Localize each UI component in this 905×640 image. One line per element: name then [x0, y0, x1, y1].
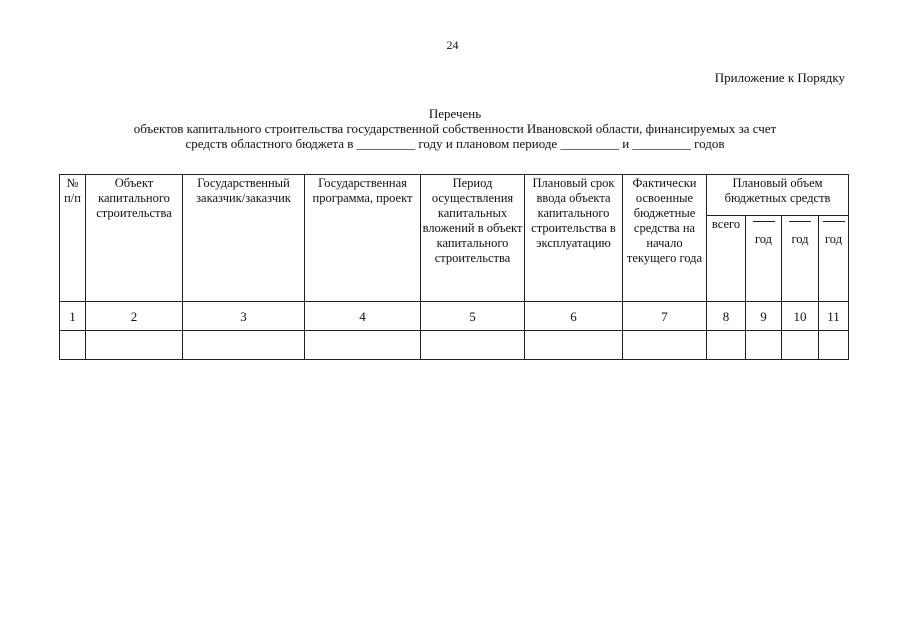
title-line-1: Перечень	[428, 106, 482, 121]
header-total: всего	[707, 216, 746, 302]
empty-cell	[819, 331, 849, 360]
header-num: № п/п	[60, 175, 86, 302]
column-number: 4	[305, 302, 421, 331]
empty-cell	[305, 331, 421, 360]
column-number: 10	[782, 302, 819, 331]
column-number: 9	[746, 302, 782, 331]
empty-cell	[623, 331, 707, 360]
header-object: Объект капитального строительства	[86, 175, 183, 302]
column-number: 1	[60, 302, 86, 331]
title-line-3: средств областного бюджета в _________ году и плановом периоде _________ и _________ годов	[185, 136, 725, 151]
header-customer: Государственный заказчик/заказчик	[183, 175, 305, 302]
year-label-3: год	[824, 232, 843, 246]
empty-cell	[525, 331, 623, 360]
empty-cell	[183, 331, 305, 360]
header-period: Период осуществления капитальных вложений в объект капитального строительства	[421, 175, 525, 302]
year-blank-3	[823, 221, 845, 232]
header-program: Государственная программа, проект	[305, 175, 421, 302]
table-row	[60, 331, 849, 360]
empty-cell	[60, 331, 86, 360]
year-label-1: год	[754, 232, 773, 246]
page-number: 24	[446, 38, 459, 52]
empty-cell	[421, 331, 525, 360]
year-label-2: год	[791, 232, 809, 246]
header-year-3	[819, 216, 849, 302]
document-title	[60, 106, 850, 151]
empty-cell	[782, 331, 819, 360]
column-number: 5	[421, 302, 525, 331]
column-number: 2	[86, 302, 183, 331]
column-number: 6	[525, 302, 623, 331]
empty-cell	[707, 331, 746, 360]
year-blank-2	[789, 221, 811, 232]
header-year-2	[782, 216, 819, 302]
empty-cell	[746, 331, 782, 360]
empty-cell	[86, 331, 183, 360]
column-number: 11	[819, 302, 849, 331]
header-planned-funds: Плановый объем бюджетных средств	[707, 175, 849, 216]
header-commission-date: Плановый срок ввода объекта капитального строительства в эксплуатацию	[525, 175, 623, 302]
year-blank-1	[753, 221, 775, 232]
header-year-1	[746, 216, 782, 302]
column-number-row	[60, 302, 849, 331]
title-line-2: объектов капитального строительства государственной собственности Ивановской области, финансируемых за счет	[133, 121, 777, 136]
appendix-label: Приложение к Порядку	[714, 70, 845, 85]
objects-table	[59, 174, 849, 360]
column-number: 8	[707, 302, 746, 331]
column-number: 3	[183, 302, 305, 331]
header-spent-funds: Фактически освоенные бюджетные средства на начало текущего года	[623, 175, 707, 302]
column-number: 7	[623, 302, 707, 331]
